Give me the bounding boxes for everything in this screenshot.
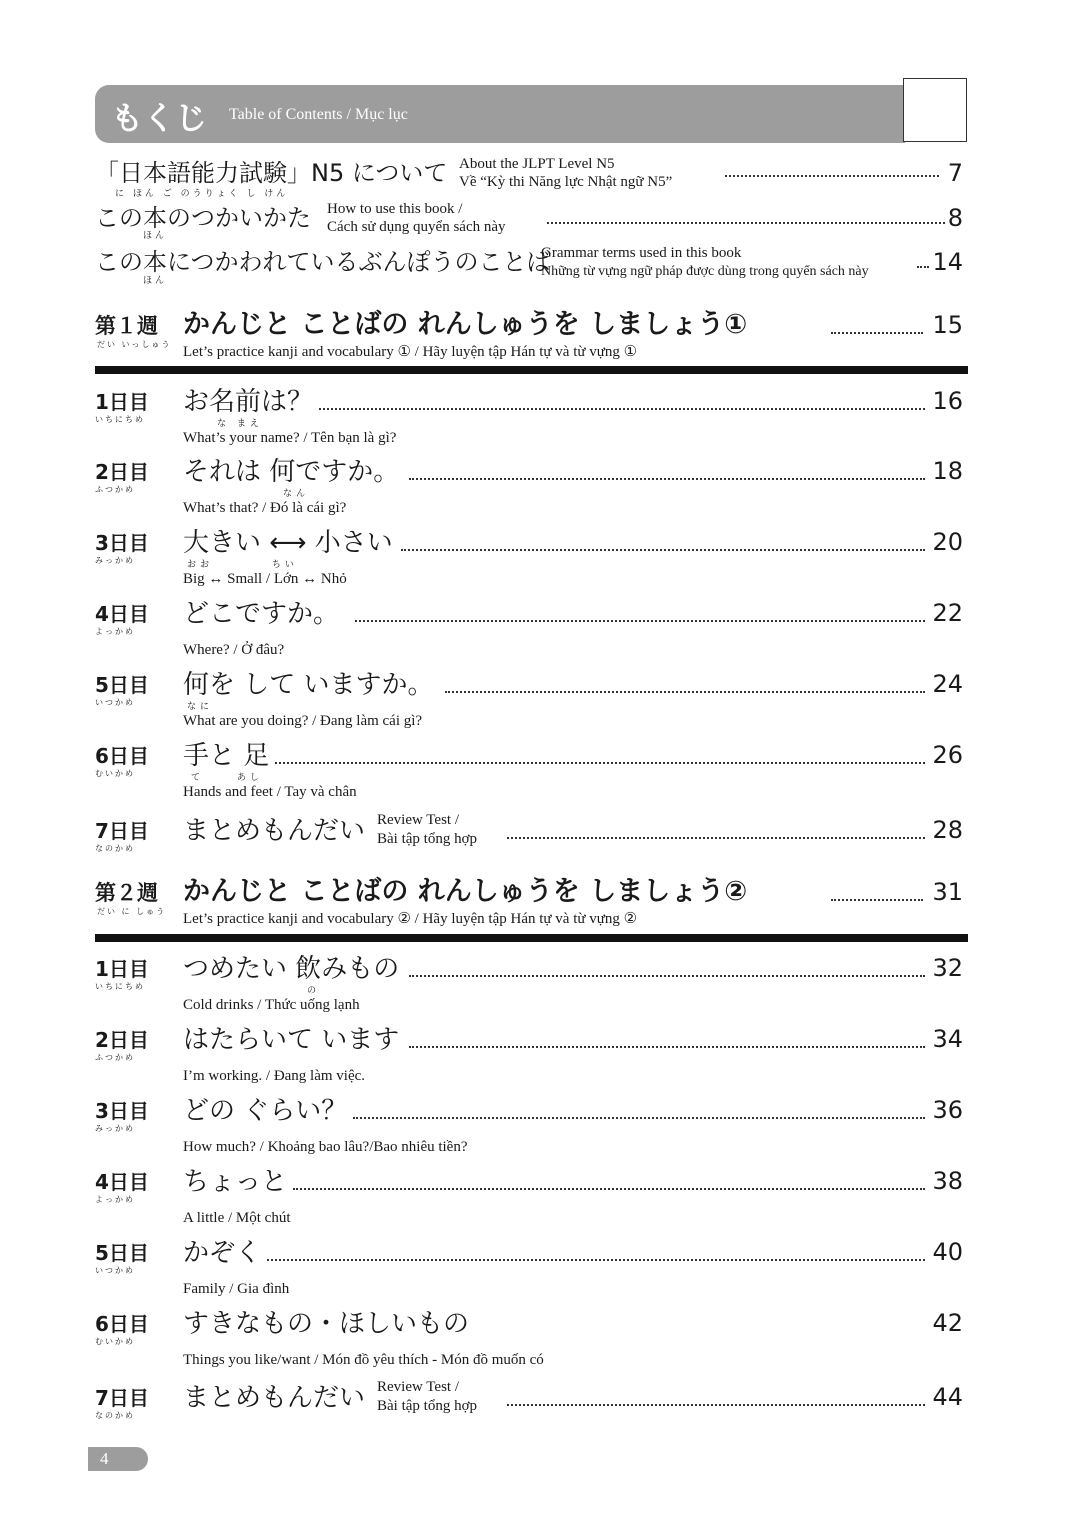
day-subtitle: Where? / Ở đâu? — [183, 642, 285, 658]
day-furigana: ふつかめ — [95, 1053, 135, 1062]
day-furigana: ふつかめ — [95, 485, 135, 494]
day-furigana: いつかめ — [95, 698, 135, 707]
dot-leader — [725, 175, 939, 177]
day-entry[interactable] — [95, 598, 963, 658]
day-label: 2日目 — [95, 1028, 149, 1052]
day-entry[interactable] — [95, 953, 963, 1013]
page-number: 44 — [932, 1383, 963, 1411]
page-number: 22 — [932, 599, 963, 627]
day-title: すきなもの・ほしいもの — [183, 1309, 470, 1339]
week-subtitle: Let’s practice kanji and vocabulary ② / Hãy luyện tập Hán tự và từ vựng ② — [183, 911, 638, 927]
page-number: 32 — [932, 954, 963, 982]
dot-leader — [319, 408, 925, 410]
day-title: ちょっと — [183, 1167, 288, 1197]
day-entry[interactable] — [95, 1237, 963, 1297]
dot-leader — [831, 899, 923, 901]
day-furigana: いつかめ — [95, 1266, 135, 1275]
dot-leader — [917, 266, 929, 268]
day-label: 4日目 — [95, 602, 149, 626]
day-title: はたらいて います — [183, 1025, 400, 1055]
week-title: かんじと ことばの れんしゅうを しましょう② — [183, 876, 748, 907]
day-entry[interactable] — [95, 669, 963, 729]
day-entry-review[interactable] — [95, 1379, 963, 1432]
header-box — [903, 78, 967, 142]
page-number: 31 — [932, 878, 963, 906]
entry-title-vi: Những từ vựng ngữ pháp được dùng trong quyển sách này — [541, 264, 869, 279]
toc-header — [95, 85, 905, 143]
week-divider — [95, 366, 968, 374]
week-2-heading[interactable] — [95, 876, 963, 931]
day-entry[interactable] — [95, 527, 963, 587]
day-label: 7日目 — [95, 819, 149, 843]
dot-leader — [409, 478, 925, 480]
page-number-text: 4 — [100, 1449, 109, 1468]
day-furigana: いちにちめ — [95, 415, 145, 424]
day-title: まとめもんだい — [183, 816, 366, 846]
page-number: 20 — [932, 528, 963, 556]
day-furigana: なのかめ — [95, 844, 135, 853]
title-furigana: なん — [283, 489, 310, 499]
day-subtitle: Family / Gia đình — [183, 1281, 290, 1297]
day-title: まとめもんだい — [183, 1383, 366, 1413]
day-furigana: むいかめ — [95, 769, 135, 778]
dot-leader — [409, 975, 925, 977]
review-en: Review Test / — [377, 812, 459, 828]
week-furigana: だい に しゅう — [97, 907, 167, 916]
title-furigana: の — [307, 986, 321, 996]
dot-leader — [547, 222, 945, 224]
dot-leader — [831, 332, 923, 334]
day-entry-review[interactable] — [95, 812, 963, 865]
day-subtitle: Cold drinks / Thức uống lạnh — [183, 997, 360, 1013]
page-number: 40 — [932, 1238, 963, 1266]
dot-leader — [353, 1117, 925, 1119]
page-number: 8 — [947, 204, 963, 232]
day-label: 1日目 — [95, 390, 149, 414]
dot-leader — [275, 762, 925, 764]
day-title: つめたい 飲みもの — [183, 954, 400, 984]
entry-title-ja: この本のつかいかた — [95, 204, 311, 232]
toc-entry-jlpt[interactable] — [95, 155, 963, 199]
entry-furigana: に ほん ご のうりょく し けん — [115, 189, 289, 199]
day-label: 7日目 — [95, 1386, 149, 1410]
entry-title-vi: Về “Kỳ thi Năng lực Nhật ngữ N5” — [459, 174, 673, 190]
entry-title-en: About the JLPT Level N5 — [459, 156, 615, 172]
week-title: かんじと ことばの れんしゅうを しましょう① — [183, 309, 748, 340]
day-label: 3日目 — [95, 531, 149, 555]
week-subtitle: Let’s practice kanji and vocabulary ① / Hãy luyện tập Hán tự và từ vựng ① — [183, 344, 638, 360]
title-furigana: なに — [187, 702, 214, 712]
day-subtitle: I’m working. / Đang làm việc. — [183, 1068, 366, 1084]
day-title: どこですか。 — [183, 599, 340, 629]
day-label: 2日目 — [95, 460, 149, 484]
day-subtitle: What are you doing? / Đang làm cái gì? — [183, 713, 423, 729]
day-subtitle: How much? / Khoảng bao lâu?/Bao nhiêu tiền? — [183, 1139, 468, 1155]
day-furigana: よっかめ — [95, 627, 135, 636]
week-label: 第２週 — [95, 881, 158, 905]
title-furigana: な まえ — [217, 419, 263, 429]
page-number: 7 — [947, 159, 963, 187]
day-title: それは 何ですか。 — [183, 457, 400, 487]
page-number: 38 — [932, 1167, 963, 1195]
day-furigana: むいかめ — [95, 1337, 135, 1346]
day-title: 大きい ⟷ 小さい — [183, 528, 393, 558]
day-label: 6日目 — [95, 744, 149, 768]
day-furigana: よっかめ — [95, 1195, 135, 1204]
dot-leader — [445, 691, 925, 693]
page-number: 16 — [932, 387, 963, 415]
entry-furigana: ほん — [143, 276, 168, 286]
day-entry[interactable] — [95, 386, 963, 446]
day-label: 6日目 — [95, 1312, 149, 1336]
entry-title-en: How to use this book / — [327, 201, 463, 217]
day-entry[interactable] — [95, 1095, 963, 1155]
week-furigana: だい いっしゅう — [97, 340, 172, 349]
day-furigana: いちにちめ — [95, 982, 145, 991]
toc-title-en: Table of Contents / Mục lục — [229, 106, 408, 123]
week-label: 第１週 — [95, 314, 158, 338]
week-divider — [95, 934, 968, 942]
day-title: お名前は？ — [183, 387, 314, 417]
title-furigana: おお ちい — [187, 560, 298, 570]
day-entry[interactable] — [95, 1308, 963, 1368]
day-title: かぞく — [183, 1238, 262, 1268]
day-entry[interactable] — [95, 1024, 963, 1084]
dot-leader — [507, 837, 925, 839]
day-furigana: みっかめ — [95, 556, 135, 565]
day-subtitle: Hands and feet / Tay và chân — [183, 784, 357, 800]
toc-title-ja: もくじ — [111, 99, 208, 137]
day-furigana: みっかめ — [95, 1124, 135, 1133]
dot-leader — [401, 549, 925, 551]
page-number: 14 — [932, 248, 963, 276]
day-title: どの ぐらい？ — [183, 1096, 348, 1126]
day-subtitle: A little / Một chút — [183, 1210, 291, 1226]
day-entry[interactable] — [95, 1166, 963, 1226]
page-number: 24 — [932, 670, 963, 698]
day-title: 手と 足 — [183, 741, 270, 771]
page-number-tab — [88, 1447, 148, 1471]
dot-leader — [267, 1259, 925, 1261]
entry-title-en: Grammar terms used in this book — [541, 245, 742, 261]
dot-leader — [507, 1404, 925, 1406]
page-number: 26 — [932, 741, 963, 769]
dot-leader — [293, 1188, 925, 1190]
day-label: 1日目 — [95, 957, 149, 981]
day-label: 4日目 — [95, 1170, 149, 1194]
week-1-heading[interactable] — [95, 309, 963, 364]
page-number: 34 — [932, 1025, 963, 1053]
page-number: 28 — [932, 816, 963, 844]
entry-title-vi: Cách sử dụng quyển sách này — [327, 219, 506, 235]
entry-title-ja: この本につかわれているぶんぽうのことば — [95, 248, 551, 276]
review-en: Review Test / — [377, 1379, 459, 1395]
entry-title-ja: 「日本語能力試験」N5 について — [95, 159, 448, 187]
review-vi: Bài tập tổng hợp — [377, 831, 478, 847]
toc-entry-grammar-terms[interactable] — [95, 244, 963, 284]
toc-entry-how-to-use[interactable] — [95, 200, 963, 240]
page-number: 36 — [932, 1096, 963, 1124]
title-furigana: て あし — [191, 773, 263, 783]
day-subtitle: Big ↔ Small / Lớn ↔ Nhỏ — [183, 571, 347, 587]
day-subtitle: Things you like/want / Món đồ yêu thích - Món đồ muốn có — [183, 1352, 544, 1368]
review-vi: Bài tập tổng hợp — [377, 1398, 478, 1414]
day-furigana: なのかめ — [95, 1411, 135, 1420]
entry-furigana: ほん — [143, 231, 168, 241]
day-entry[interactable] — [95, 740, 963, 800]
dot-leader — [355, 620, 925, 622]
day-label: 5日目 — [95, 673, 149, 697]
dot-leader — [409, 1046, 925, 1048]
day-label: 3日目 — [95, 1099, 149, 1123]
day-entry[interactable] — [95, 456, 963, 516]
page-number: 42 — [932, 1309, 963, 1337]
page-number: 15 — [932, 311, 963, 339]
day-label: 5日目 — [95, 1241, 149, 1265]
day-title: 何を して いますか。 — [183, 670, 434, 700]
page-number: 18 — [932, 457, 963, 485]
day-subtitle: What’s that? / Đó là cái gì? — [183, 500, 347, 516]
day-subtitle: What’s your name? / Tên bạn là gì? — [183, 430, 397, 446]
